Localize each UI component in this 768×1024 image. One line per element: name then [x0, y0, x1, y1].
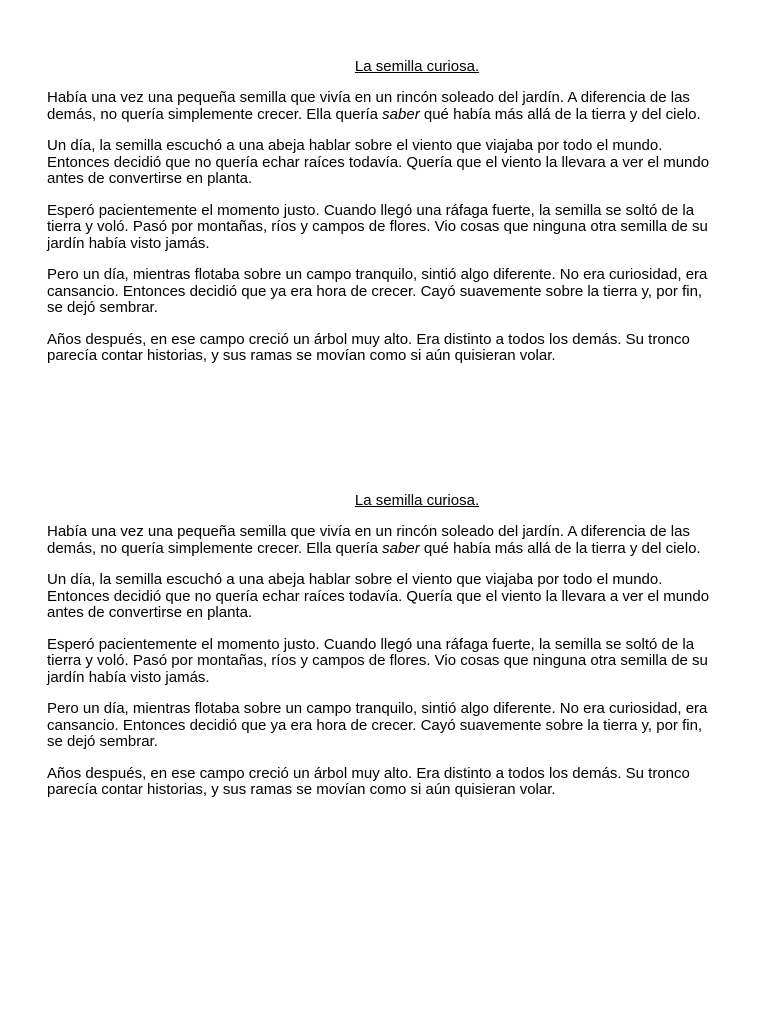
paragraph-1-italic-word: saber [382, 539, 420, 557]
paragraph-1-end: qué había más allá de la tierra y del cielo. [419, 539, 701, 557]
story-section-2 [47, 492, 722, 814]
paragraph-4: Pero un día, mientras flotaba sobre un campo tranquilo, sintió algo diferente. No era curiosidad, era cansancio. Entonces decidió que ya era hora de crecer. Cayó suavemente sobre la tierra y, por fin, se dejó sembrar. [47, 700, 708, 750]
story-title [47, 492, 722, 509]
paragraph-1-italic-word: saber [382, 105, 420, 123]
paragraph-3: Esperó pacientemente el momento justo. Cuando llegó una ráfaga fuerte, la semilla se soltó de la tierra y voló. Pasó por montañas, ríos y campos de flores. Vio cosas que ninguna otra semilla de su jardín había visto jamás. [47, 201, 708, 252]
paragraph-1-start: Había una vez una pequeña semilla que vivía en un rincón soleado del jardín. A diferencia de las demás, no quería simplemente crecer. Ella quería [47, 89, 690, 123]
story-title-text: La semilla curiosa. [354, 492, 480, 509]
paragraph-2: Un día, la semilla escuchó a una abeja hablar sobre el viento que viajaba por todo el mundo. Entonces decidió que no quería echar raíces todavía. Quería que el viento la llevara a ver el mundo antes de convertirse en planta. [47, 137, 710, 187]
paragraph-1-end: qué había más allá de la tierra y del cielo. [419, 105, 701, 123]
story-title [47, 58, 722, 75]
paragraph-5: Años después, en ese campo creció un árbol muy alto. Era distinto a todos los demás. Su tronco parecía contar historias, y sus ramas se movían como si aún quisieran volar. [47, 764, 690, 798]
paragraph-1-start: Había una vez una pequeña semilla que vivía en un rincón soleado del jardín. A diferencia de las demás, no quería simplemente crecer. Ella quería [47, 523, 690, 557]
paragraph-1 [47, 524, 722, 557]
paragraph-5: Años después, en ese campo creció un árbol muy alto. Era distinto a todos los demás. Su tronco parecía contar historias, y sus ramas se movían como si aún quisieran volar. [47, 330, 690, 364]
paragraph-3: Esperó pacientemente el momento justo. Cuando llegó una ráfaga fuerte, la semilla se soltó de la tierra y voló. Pasó por montañas, ríos y campos de flores. Vio cosas que ninguna otra semilla de su jardín había visto jamás. [47, 635, 708, 686]
paragraph-4: Pero un día, mientras flotaba sobre un campo tranquilo, sintió algo diferente. No era curiosidad, era cansancio. Entonces decidió que ya era hora de crecer. Cayó suavemente sobre la tierra y, por fin, se dejó sembrar. [47, 266, 708, 316]
story-title-text: La semilla curiosa. [354, 58, 480, 75]
story-section-1 [47, 58, 722, 380]
paragraph-2: Un día, la semilla escuchó a una abeja hablar sobre el viento que viajaba por todo el mundo. Entonces decidió que no quería echar raíces todavía. Quería que el viento la llevara a ver el mundo antes de convertirse en planta. [47, 571, 710, 621]
paragraph-1 [47, 90, 722, 123]
